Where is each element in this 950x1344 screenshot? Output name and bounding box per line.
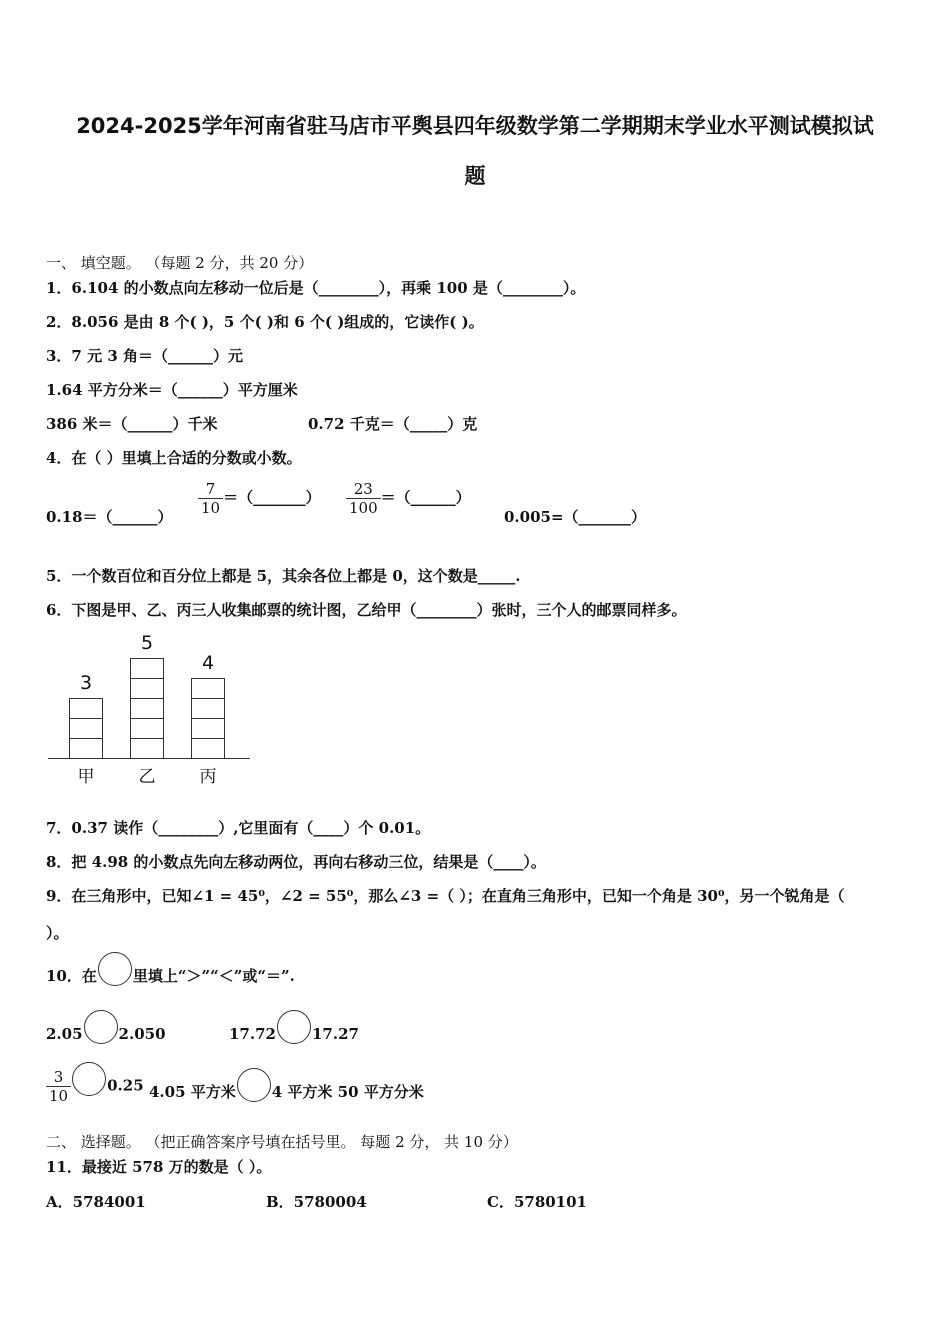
bar-cell [192, 699, 224, 719]
question-4: 4．在（ ）里填上合适的分数或小数。 [46, 449, 302, 467]
bar-cell [70, 719, 102, 739]
question-9-line2: ）。 [46, 924, 69, 942]
compare-circle[interactable] [72, 1062, 106, 1096]
bar-cell [131, 699, 163, 719]
bar-category-label: 丙 [199, 767, 217, 787]
bar-cell [131, 719, 163, 739]
bar-cell [192, 739, 224, 759]
bar-丙 [191, 678, 225, 758]
compare-circle[interactable] [237, 1068, 271, 1102]
question-6: 6．下图是甲、乙、丙三人收集邮票的统计图，乙给甲（________）张时，三个人的邮票同样多。 [46, 601, 687, 619]
q4-item-1: 0.18＝（______） [46, 508, 173, 526]
fraction-3-10: $\frac{3}{10}$ [46, 1068, 71, 1105]
q10-item-4: 4.05 平方米 4 平方米 50 平方分米 [149, 1076, 424, 1110]
fraction-7-10: $\frac{7}{10}$ [198, 480, 223, 517]
question-9-line1: 9．在三角形中，已知∠1 = 45⁰，∠2 = 55⁰，那么∠3 =（ ）；在直角三角形中，已知一个角是 30⁰，另一个锐角是（ [46, 887, 845, 905]
q10-item-2: 17.72 17.27 [229, 1018, 359, 1052]
q11-option-b[interactable]: B．5780004 [266, 1193, 367, 1211]
bar-cell [70, 699, 102, 719]
question-5: 5．一个数百位和百分位上都是 5，其余各位上都是 0，这个数是_____. [46, 567, 521, 585]
bar-category-label: 乙 [138, 767, 156, 787]
bar-cell [192, 679, 224, 699]
question-7: 7．0.37 读作（________）,它里面有（____）个 0.01。 [46, 819, 431, 837]
bar-category-label: 甲 [77, 767, 95, 787]
compare-circle[interactable] [84, 1010, 118, 1044]
question-2: 2．8.056 是由 8 个( )，5 个( )和 6 个( )组成的，它读作( )。 [46, 313, 484, 331]
question-10: 10．在 里填上“＞”“＜”或“＝”. [46, 960, 295, 994]
bar-value-label: 5 [140, 632, 154, 654]
question-1: 1．6.104 的小数点向左移动一位后是（________），再乘 100 是（________）。 [46, 279, 586, 297]
bar-value-label: 3 [79, 672, 93, 694]
q4-item-4: 0.005=（_______） [504, 508, 647, 526]
bar-乙 [130, 658, 164, 758]
bar-cell [70, 739, 102, 759]
bar-cell [131, 679, 163, 699]
bar-cell [131, 659, 163, 679]
question-8: 8．把 4.98 的小数点先向左移动两位，再向右移动三位，结果是（____）。 [46, 853, 546, 871]
q11-option-c[interactable]: C．5780101 [487, 1193, 587, 1211]
page-title-line1: 2024-2025学年河南省驻马店市平舆县四年级数学第二学期期末学业水平测试模拟试 [76, 114, 874, 138]
compare-circle[interactable] [277, 1010, 311, 1044]
bar-cell [192, 719, 224, 739]
bar-value-label: 4 [201, 652, 215, 674]
section2-header: 二、 选择题。 （把正确答案序号填在括号里。 每题 2 分， 共 10 分） [46, 1133, 518, 1151]
section1-header: 一、 填空题。 （每题 2 分，共 20 分） [46, 254, 314, 272]
stamp-bar-chart [48, 630, 258, 790]
q10-item-3: $\frac{3}{10}$ 0.25 [46, 1068, 144, 1105]
bar-cell [131, 739, 163, 759]
question-11: 11．最接近 578 万的数是（ ）。 [46, 1158, 272, 1176]
page-title-line2: 题 [464, 164, 486, 188]
q4-item-2: $\frac{7}{10}$ ＝（_______） [198, 480, 321, 517]
fraction-23-100: $\frac{23}{100}$ [346, 480, 381, 517]
question-3b: 1.64 平方分米＝（______）平方厘米 [46, 381, 298, 399]
compare-circle-example [98, 952, 132, 986]
q11-option-a[interactable]: A．5784001 [46, 1193, 146, 1211]
question-3c1: 386 米＝（______）千米 [46, 415, 218, 433]
bar-甲 [69, 698, 103, 758]
question-3c2: 0.72 千克＝（_____）克 [308, 415, 478, 433]
question-3a: 3．7 元 3 角＝（______）元 [46, 347, 243, 365]
q10-item-1: 2.05 2.050 [46, 1018, 166, 1052]
q4-item-3: $\frac{23}{100}$ ＝（______） [346, 480, 471, 517]
